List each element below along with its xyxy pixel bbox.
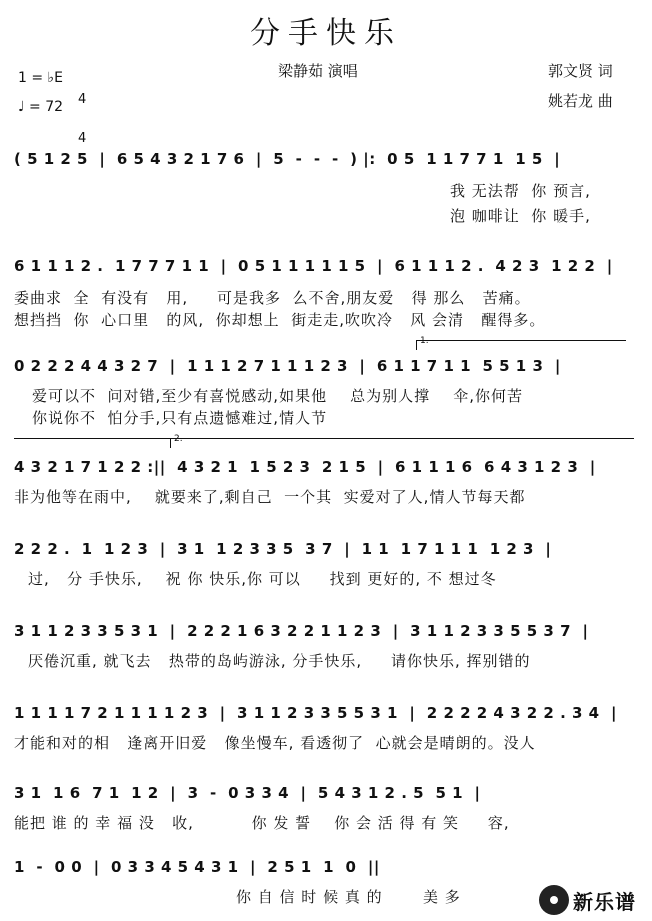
composer-credit: 姚若龙 曲 bbox=[548, 92, 613, 110]
notation-row-7: 1 1 1 1 7 2 1 1 1 1 2 3 | 3 1 1 2 3 3 5 5 3 1 | 2 2 2 2 4 3 2 2 . 3 4 | bbox=[14, 704, 618, 722]
singer-credit: 梁静茹 演唱 bbox=[278, 62, 358, 80]
song-title: 分手快乐 bbox=[250, 16, 402, 51]
notation-row-2: 6 1 1 1 2 . 1 7 7 7 1 1 | 0 5 1 1 1 1 1 5 | 6 1 1 1 2 . 4 2 3 1 2 2 | bbox=[14, 257, 613, 275]
lyric-row-5: 过, 分 手快乐, 祝 你 快乐,你 可以 找到 更好的, 不 想过冬 bbox=[28, 570, 497, 588]
lyric-row-1-verse-1: 我 无法帮 你 预言, bbox=[450, 182, 591, 200]
notation-row-3: 0 2 2 2 4 4 3 2 7 | 1 1 1 2 7 1 1 1 2 3 | 6 1 1 7 1 1 5 5 1 3 | bbox=[14, 357, 561, 375]
lyricist-credit: 郭文贤 词 bbox=[548, 62, 613, 80]
volta-2-bracket-edge bbox=[170, 438, 171, 448]
tempo-marking: ♩ = 72 bbox=[18, 99, 64, 115]
lyric-row-4: 非为他等在雨中, 就要来了,剩自己 一个其 实爱对了人,情人节每天都 bbox=[14, 488, 526, 506]
volta-2-label: 2. bbox=[174, 434, 183, 444]
key-signature: 1 = ♭E bbox=[18, 70, 63, 86]
volta-2-bracket bbox=[14, 438, 634, 439]
notation-row-5: 2 2 2 . 1 1 2 3 | 3 1 1 2 3 3 5 3 7 | 1 1 1 7 1 1 1 1 2 3 | bbox=[14, 540, 552, 558]
volta-1-bracket-edge bbox=[416, 340, 417, 350]
volta-1-label: 1. bbox=[420, 336, 429, 346]
site-logo-text: 新乐谱 bbox=[573, 889, 636, 914]
notation-row-1: ( 5 1 2 5 | 6 5 4 3 2 1 7 6 | 5 - - - ) |: 0 5 1 1 7 7 1 1 5 | bbox=[14, 150, 561, 168]
notation-row-6: 3 1 1 2 3 3 5 3 1 | 2 2 2 1 6 3 2 2 1 1 2 3 | 3 1 1 2 3 3 5 5 3 7 | bbox=[14, 622, 589, 640]
lyric-row-3-verse-2: 你说你不 怕分手,只有点遗憾难过,情人节 bbox=[32, 409, 328, 427]
notation-row-4: 4 3 2 1 7 1 2 2 :|| 4 3 2 1 1 5 2 3 2 1 5 | 6 1 1 1 6 6 4 3 1 2 3 | bbox=[14, 458, 596, 476]
volta-1-bracket bbox=[416, 340, 626, 341]
lyric-row-3-verse-1: 爱可以不 问对错,至少有喜悦感动,如果他 总为别人撑 伞,你何苦 bbox=[32, 387, 523, 405]
lyric-row-6: 厌倦沉重, 就飞去 热带的岛屿游泳, 分手快乐, 请你快乐, 挥别错的 bbox=[28, 652, 531, 670]
lyric-row-7: 才能和对的相 逢离开旧爱 像坐慢车, 看透彻了 心就会是晴朗的。没人 bbox=[14, 734, 536, 752]
record-disc-icon bbox=[539, 885, 569, 915]
time-signature-top: 4 bbox=[78, 92, 87, 107]
site-logo bbox=[539, 885, 636, 915]
lyric-row-9: 你 自 信 时 候 真 的 美 多 bbox=[236, 888, 461, 906]
time-signature bbox=[78, 67, 86, 158]
time-signature-bottom: 4 bbox=[78, 131, 87, 146]
lyric-row-2-verse-2: 想挡挡 你 心口里 的风, 你却想上 街走走,吹吹冷 风 会清 醒得多。 bbox=[14, 311, 546, 329]
lyric-row-8: 能把 谁 的 幸 福 没 收, 你 发 誓 你 会 活 得 有 笑 容, bbox=[14, 814, 510, 832]
lyric-row-2-verse-1: 委曲求 全 有没有 用, 可是我多 么不舍,朋友爱 得 那么 苦痛。 bbox=[14, 289, 531, 307]
notation-row-8: 3 1 1 6 7 1 1 2 | 3 - 0 3 3 4 | 5 4 3 1 2 . 5 5 1 | bbox=[14, 784, 481, 802]
lyric-row-1-verse-2: 泡 咖啡让 你 暖手, bbox=[450, 207, 591, 225]
notation-row-9: 1 - 0 0 | 0 3 3 4 5 4 3 1 | 2 5 1 1 0 || bbox=[14, 858, 380, 876]
